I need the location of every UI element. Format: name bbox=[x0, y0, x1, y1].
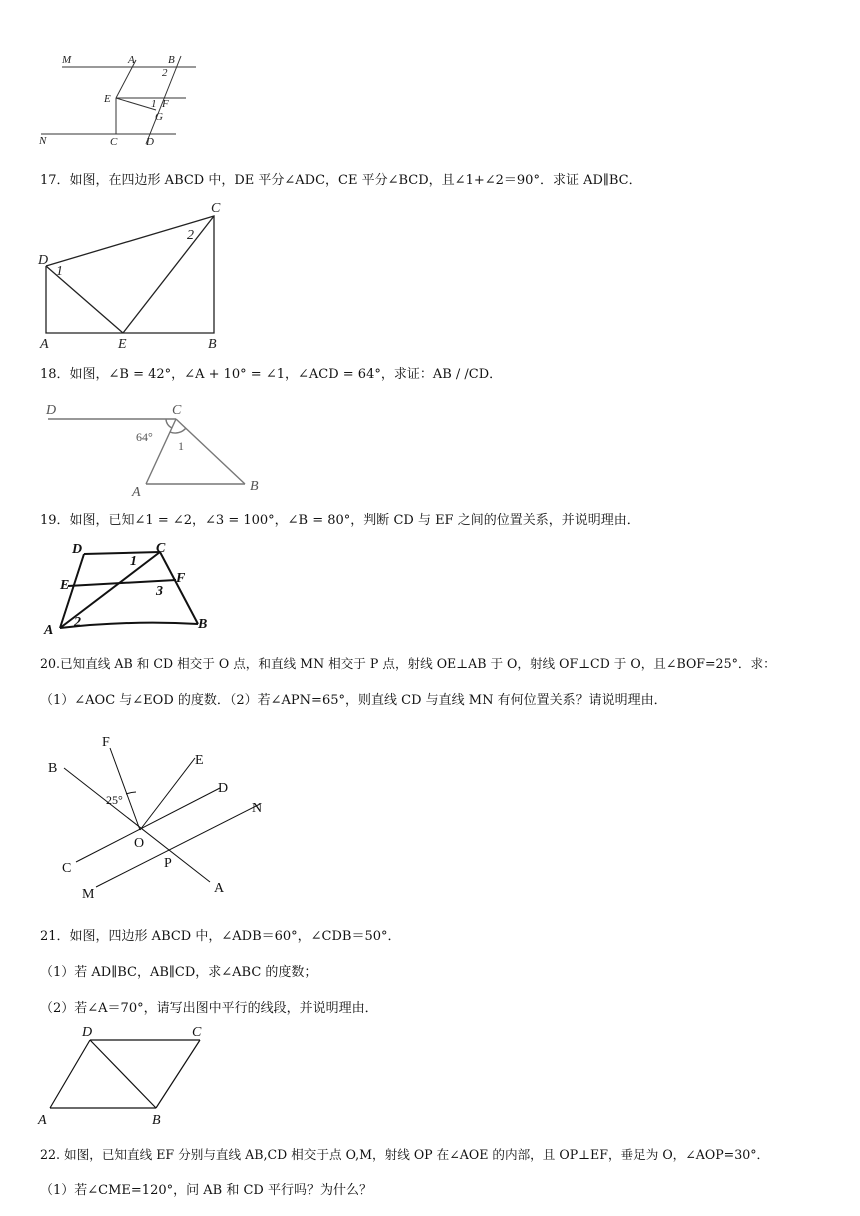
label-angle-25: 25° bbox=[106, 793, 123, 807]
label-D: D bbox=[146, 136, 154, 148]
label-E: E bbox=[118, 337, 127, 350]
label-N: N bbox=[39, 135, 47, 147]
label-D: D bbox=[38, 253, 49, 268]
question-22-line-2: （1）若∠CME=120°，问 AB 和 CD 平行吗？为什么？ bbox=[40, 1183, 372, 1198]
label-D: D bbox=[46, 403, 57, 418]
figure-21 bbox=[36, 1024, 216, 1128]
label-N: N bbox=[252, 801, 263, 816]
label-P: P bbox=[164, 856, 172, 871]
question-19: 19．如图，已知∠1 = ∠2，∠3 = 100°，∠B = 80°，判断 CD 与 EF 之间的位置关系，并说明理由． bbox=[40, 513, 640, 528]
label-B: B bbox=[208, 337, 217, 350]
question-22-line-1: 22. 如图，已知直线 EF 分别与直线 AB,CD 相交于点 O,M，射线 OP 在∠AOE 的内部，且 OP⊥EF，垂足为 O，∠AOP=30°． bbox=[40, 1147, 770, 1162]
label-F: F bbox=[176, 571, 186, 586]
label-F: F bbox=[162, 98, 169, 110]
label-O: O bbox=[134, 836, 145, 851]
label-B: B bbox=[198, 617, 208, 632]
label-angle-1: 1 bbox=[151, 98, 157, 110]
label-F: F bbox=[102, 735, 110, 750]
label-D: D bbox=[82, 1025, 93, 1040]
label-E: E bbox=[195, 753, 204, 768]
label-A: A bbox=[132, 485, 141, 500]
question-21-line-1: 21．如图，四边形 ABCD 中，∠ADB＝60°，∠CDB＝50°． bbox=[40, 929, 401, 944]
label-C: C bbox=[156, 541, 166, 556]
figure-17 bbox=[36, 198, 226, 350]
label-B: B bbox=[250, 479, 259, 494]
question-21-line-2: （1）若 AD∥BC，AB∥CD，求∠ABC 的度数； bbox=[40, 965, 318, 980]
label-B: B bbox=[152, 1113, 161, 1128]
label-angle-2: 2 bbox=[162, 67, 168, 79]
label-B: B bbox=[168, 54, 175, 66]
label-angle-64: 64° bbox=[136, 430, 153, 444]
label-A: A bbox=[128, 54, 135, 66]
label-B: B bbox=[48, 761, 58, 776]
label-D: D bbox=[218, 781, 229, 796]
question-20-line-2: （1）∠AOC 与∠EOD 的度数．（2）若∠APN=65°，则直线 CD 与直线 MN 有何位置关系？请说明理由． bbox=[40, 693, 667, 708]
label-angle-1: 1 bbox=[130, 554, 137, 569]
label-C: C bbox=[192, 1025, 202, 1040]
label-A: A bbox=[40, 337, 49, 350]
label-angle-2: 2 bbox=[187, 228, 194, 243]
label-E: E bbox=[60, 578, 70, 593]
question-21-line-3: （2）若∠A＝70°，请写出图中平行的线段，并说明理由． bbox=[40, 1001, 378, 1016]
figure-16 bbox=[36, 50, 206, 150]
figure-20 bbox=[40, 732, 280, 902]
label-E: E bbox=[104, 93, 111, 105]
label-angle-1: 1 bbox=[56, 264, 63, 279]
label-M: M bbox=[82, 887, 95, 902]
figure-18 bbox=[40, 396, 270, 500]
question-20-line-1: 20.已知直线 AB 和 CD 相交于 O 点，和直线 MN 相交于 P 点，射线 OE⊥AB 于 O，射线 OF⊥CD 于 O，且∠BOF=25°．求： bbox=[40, 656, 776, 671]
label-G: G bbox=[155, 111, 163, 123]
label-A: A bbox=[214, 881, 225, 896]
label-angle-1: 1 bbox=[178, 439, 184, 453]
figure-19 bbox=[40, 540, 220, 640]
question-18: 18．如图，∠B = 42°，∠A + 10° = ∠1，∠ACD = 64°，求证：AB / /CD． bbox=[40, 367, 503, 382]
label-C: C bbox=[110, 136, 118, 148]
label-A: A bbox=[44, 623, 54, 638]
label-C: C bbox=[172, 403, 182, 418]
label-angle-2: 2 bbox=[74, 615, 81, 630]
label-angle-3: 3 bbox=[156, 584, 163, 599]
label-C: C bbox=[62, 861, 72, 876]
label-M: M bbox=[62, 54, 72, 66]
question-17: 17．如图，在四边形 ABCD 中，DE 平分∠ADC，CE 平分∠BCD，且∠1+∠2＝90°．求证 AD∥BC． bbox=[40, 173, 642, 188]
label-D: D bbox=[72, 542, 83, 557]
label-A: A bbox=[38, 1113, 47, 1128]
label-C: C bbox=[211, 201, 221, 216]
